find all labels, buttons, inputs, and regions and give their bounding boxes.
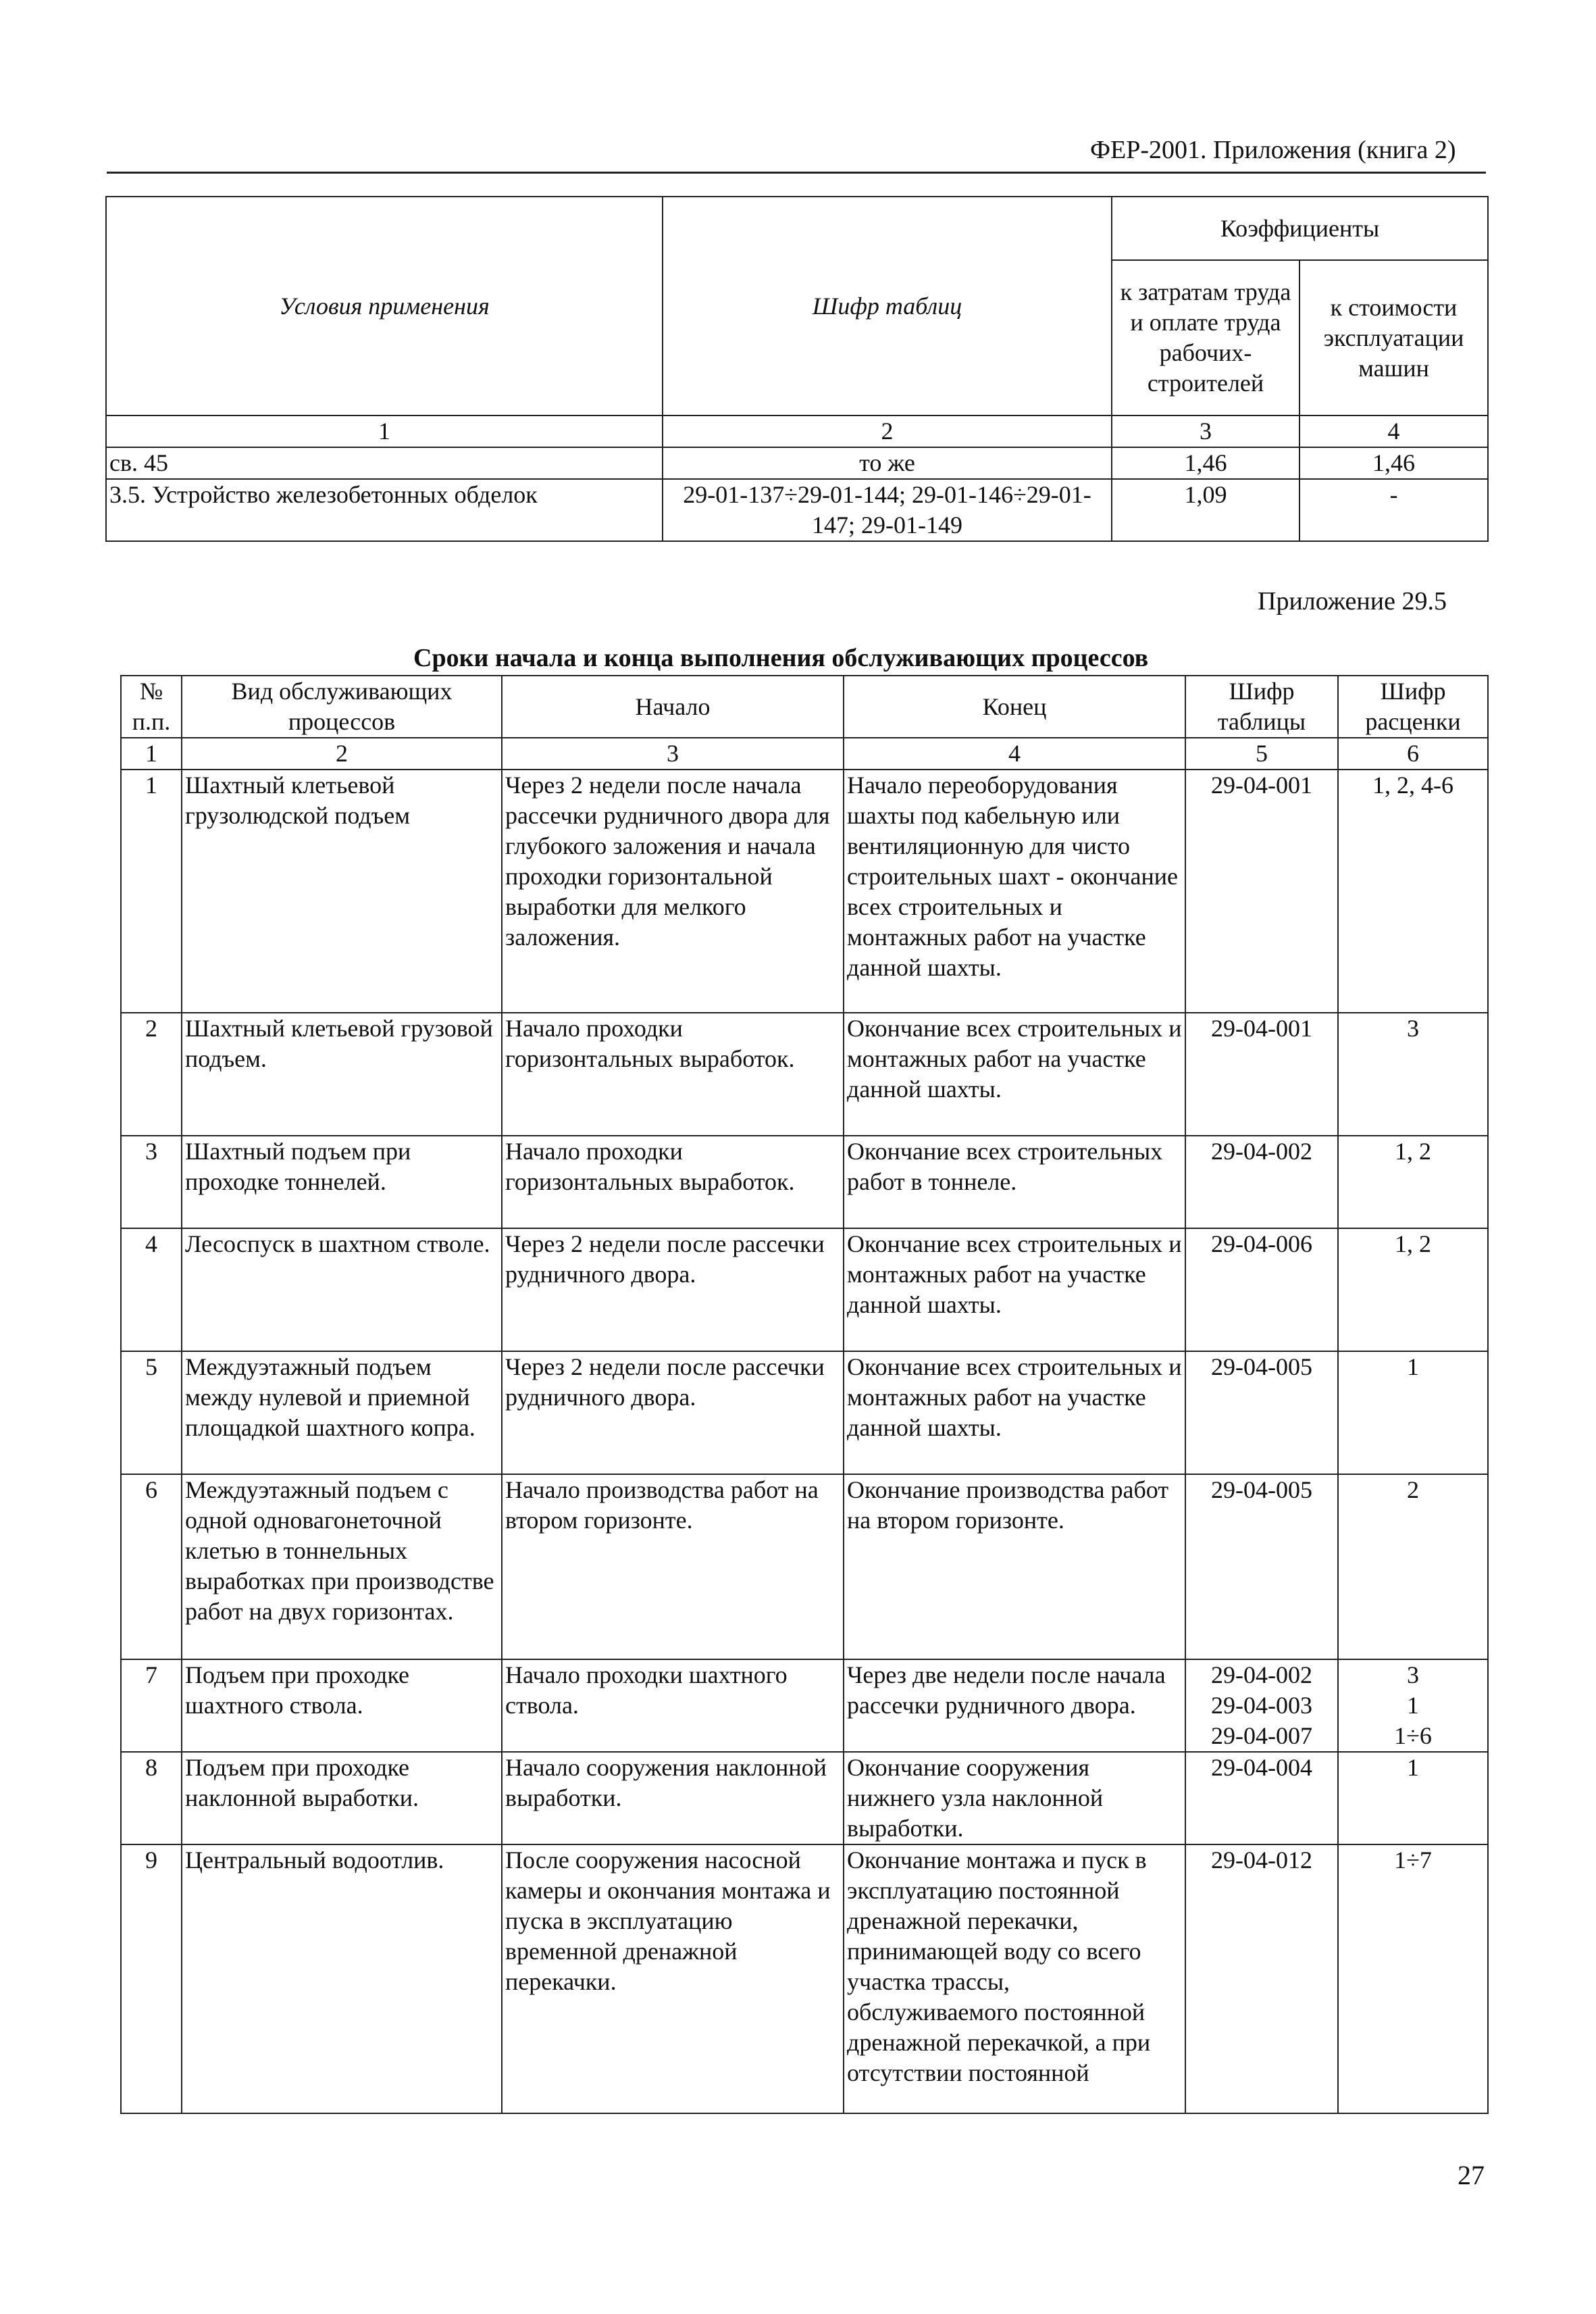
cell-start: Начало проходки горизонтальных выработок.	[502, 1013, 844, 1136]
page-number: 27	[1458, 2160, 1485, 2190]
cell-end: Окончание производства работ на втором горизонте.	[844, 1474, 1185, 1659]
cell-process-type: Центральный водоотлив.	[182, 1844, 502, 2113]
cell-table-code: 29-04-004	[1185, 1752, 1338, 1844]
cell-table-code: 29-04-001	[1185, 770, 1338, 1013]
cell-end: Окончание сооружения нижнего узла наклонной выработки.	[844, 1752, 1185, 1844]
table-row	[121, 770, 1488, 1013]
cell-process-type: Подъем при проходке наклонной выработки.	[182, 1752, 502, 1844]
cell-price-code: 1, 2, 4-6	[1338, 770, 1488, 1013]
header-labor: к затратам труда и оплате труда рабочих-строителей	[1112, 260, 1299, 416]
cell-process-type: Лесоспуск в шахтном стволе.	[182, 1228, 502, 1351]
cell-code: то же	[663, 447, 1112, 479]
cell-num: 4	[121, 1228, 182, 1351]
table-row	[121, 1659, 1488, 1752]
cell-labor: 1,09	[1112, 479, 1299, 541]
cell-conditions: св. 45	[106, 447, 663, 479]
cell-end: Через две недели после начала рассечки рудничного двора.	[844, 1659, 1185, 1752]
cell-price-code: 3	[1338, 1013, 1488, 1136]
num-cell: 6	[1338, 738, 1488, 770]
num-cell: 1	[106, 416, 663, 447]
num-cell: 3	[1112, 416, 1299, 447]
cell-num: 7	[121, 1659, 182, 1752]
header-machines: к стоимости эксплуатации машин	[1299, 260, 1488, 416]
header-end: Конец	[844, 676, 1185, 738]
table-row	[121, 1752, 1488, 1844]
cell-conditions: 3.5. Устройство железобетонных обделок	[106, 479, 663, 541]
cell-end: Окончание всех строительных и монтажных работ на участке данной шахты.	[844, 1013, 1185, 1136]
cell-process-type: Подъем при проходке шахтного ствола.	[182, 1659, 502, 1752]
num-cell: 4	[1299, 416, 1488, 447]
cell-price-code: 1	[1338, 1752, 1488, 1844]
header-coefficients: Коэффициенты	[1112, 197, 1488, 260]
cell-process-type: Междуэтажный подъем между нулевой и приемной площадкой шахтного копра.	[182, 1351, 502, 1474]
cell-start: После сооружения насосной камеры и окончания монтажа и пуска в эксплуатацию временной дренажной перекачки.	[502, 1844, 844, 2113]
header-code: Шифр таблиц	[663, 197, 1112, 416]
cell-num: 3	[121, 1136, 182, 1228]
cell-num: 6	[121, 1474, 182, 1659]
num-cell: 5	[1185, 738, 1338, 770]
cell-table-code: 29-04-002 29-04-003 29-04-007	[1185, 1659, 1338, 1752]
cell-start: Через 2 недели после рассечки рудничного двора.	[502, 1351, 844, 1474]
cell-start: Начало сооружения наклонной выработки.	[502, 1752, 844, 1844]
cell-num: 2	[121, 1013, 182, 1136]
table-row	[121, 1351, 1488, 1474]
cell-num: 1	[121, 770, 182, 1013]
table-row	[121, 1474, 1488, 1659]
cell-table-code: 29-04-001	[1185, 1013, 1338, 1136]
cell-process-type: Шахтный клетьевой грузовой подъем.	[182, 1013, 502, 1136]
table-row	[106, 447, 1488, 479]
cell-table-code: 29-04-005	[1185, 1474, 1338, 1659]
cell-price-code: 1÷7	[1338, 1844, 1488, 2113]
header-num: № п.п.	[121, 676, 182, 738]
num-cell: 2	[182, 738, 502, 770]
num-cell: 1	[121, 738, 182, 770]
cell-price-code: 1	[1338, 1351, 1488, 1474]
cell-num: 9	[121, 1844, 182, 2113]
cell-process-type: Шахтный клетьевой грузолюдской подъем	[182, 770, 502, 1013]
cell-start: Начало проходки шахтного ствола.	[502, 1659, 844, 1752]
cell-start: Через 2 недели после рассечки рудничного двора.	[502, 1228, 844, 1351]
cell-table-code: 29-04-002	[1185, 1136, 1338, 1228]
header-conditions: Условия применения	[106, 197, 663, 416]
num-cell: 4	[844, 738, 1185, 770]
cell-start: Через 2 недели после начала рассечки рудничного двора для глубокого заложения и начала проходки горизонтальной выработки для мелкого заложения.	[502, 770, 844, 1013]
table-row	[121, 1013, 1488, 1136]
cell-end: Окончание монтажа и пуск в эксплуатацию постоянной дренажной перекачки, принимающей воду со всего участка трассы, обслуживаемого постоянной дренажной перекачкой, а при отсутствии постоянной	[844, 1844, 1185, 2113]
cell-process-type: Междуэтажный подъем с одной одновагонеточной клетью в тоннельных выработках при производстве работ на двух горизонтах.	[182, 1474, 502, 1659]
cell-end: Окончание всех строительных работ в тоннеле.	[844, 1136, 1185, 1228]
cell-machines: -	[1299, 479, 1488, 541]
header-type: Вид обслуживающих процессов	[182, 676, 502, 738]
cell-price-code: 1, 2	[1338, 1136, 1488, 1228]
cell-table-code: 29-04-005	[1185, 1351, 1338, 1474]
coefficients-table	[105, 196, 1489, 542]
cell-end: Окончание всех строительных и монтажных работ на участке данной шахты.	[844, 1228, 1185, 1351]
table-row	[121, 1136, 1488, 1228]
cell-end: Окончание всех строительных и монтажных работ на участке данной шахты.	[844, 1351, 1185, 1474]
cell-start: Начало проходки горизонтальных выработок.	[502, 1136, 844, 1228]
num-cell: 3	[502, 738, 844, 770]
cell-machines: 1,46	[1299, 447, 1488, 479]
cell-labor: 1,46	[1112, 447, 1299, 479]
header-start: Начало	[502, 676, 844, 738]
table-row	[121, 1228, 1488, 1351]
header-rule	[107, 172, 1486, 174]
cell-code: 29-01-137÷29-01-144; 29-01-146÷29-01-147; 29-01-149	[663, 479, 1112, 541]
table-row	[121, 1844, 1488, 2113]
table-title: Сроки начала и конца выполнения обслуживающих процессов	[413, 644, 1149, 672]
cell-price-code: 3 1 1÷6	[1338, 1659, 1488, 1752]
cell-num: 8	[121, 1752, 182, 1844]
cell-table-code: 29-04-006	[1185, 1228, 1338, 1351]
header-table-code: Шифр таблицы	[1185, 676, 1338, 738]
num-cell: 2	[663, 416, 1112, 447]
header-price-code: Шифр расценки	[1338, 676, 1488, 738]
cell-num: 5	[121, 1351, 182, 1474]
processes-table	[120, 675, 1489, 2114]
appendix-label: Приложение 29.5	[1258, 587, 1447, 615]
cell-price-code: 1, 2	[1338, 1228, 1488, 1351]
cell-end: Начало переоборудования шахты под кабельную или вентиляционную для чисто строительных шахт - окончание всех строительных и монтажных работ на участке данной шахты.	[844, 770, 1185, 1013]
cell-start: Начало производства работ на втором горизонте.	[502, 1474, 844, 1659]
cell-price-code: 2	[1338, 1474, 1488, 1659]
table-row	[106, 479, 1488, 541]
cell-process-type: Шахтный подъем при проходке тоннелей.	[182, 1136, 502, 1228]
running-header: ФЕР-2001. Приложения (книга 2)	[1090, 136, 1456, 164]
cell-table-code: 29-04-012	[1185, 1844, 1338, 2113]
